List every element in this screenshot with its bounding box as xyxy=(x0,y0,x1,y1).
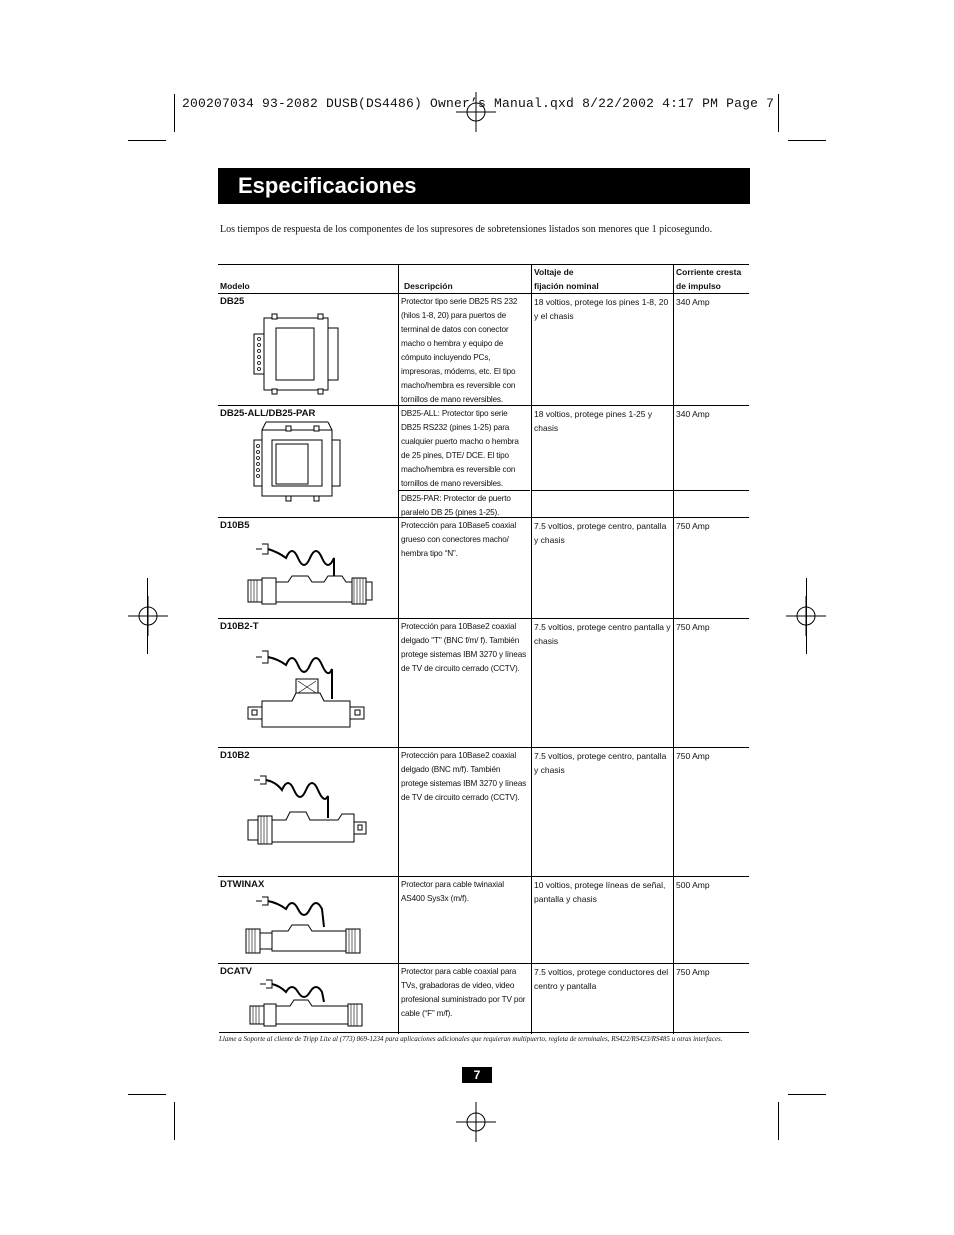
spec-table xyxy=(218,264,749,1034)
voltage: 7.5 voltios, protege centro, pantalla y chasis xyxy=(531,748,673,876)
intro-paragraph: Los tiempos de respuesta de los componentes de los supresores de sobretensiones listados son menores que 1 picosegundo. xyxy=(220,224,713,235)
description: Protector para cable twinaxial AS400 Sys3x (m/f). xyxy=(398,877,530,963)
header-current-1: Corriente cresta xyxy=(676,267,742,277)
header-voltage-2: fijación nominal xyxy=(534,281,599,291)
voltage: 7.5 voltios, protege centro, pantalla y chasis xyxy=(531,518,673,618)
current: 340 Amp xyxy=(673,294,749,405)
header-current-2: de impulso xyxy=(676,281,721,291)
voltage: 10 voltios, protege líneas de señal, pantalla y chasis xyxy=(531,877,673,963)
table-row xyxy=(218,405,749,517)
header-description: Descripción xyxy=(404,281,453,291)
current: 750 Amp xyxy=(673,518,749,618)
table-row xyxy=(218,876,749,963)
current: 500 Amp xyxy=(673,877,749,963)
table-row xyxy=(218,747,749,876)
table-row xyxy=(218,963,749,1034)
model-name: DB25-ALL/DB25-PAR xyxy=(220,408,316,419)
dtwinax-connector-illustration xyxy=(242,891,382,959)
model-name: D10B2 xyxy=(220,750,250,761)
current: 750 Amp xyxy=(673,964,749,1034)
d10b2-coax-illustration xyxy=(242,768,382,848)
table-header xyxy=(218,264,749,293)
current: 750 Amp xyxy=(673,619,749,747)
voltage: 7.5 voltios, protege conductores del centro y pantalla xyxy=(531,964,673,1034)
registration-mark-top xyxy=(456,92,496,132)
description: Protección para 10Base5 coaxial grueso con conectores macho/ hembra tipo “N”. xyxy=(398,518,530,618)
db25-all-connector-illustration xyxy=(242,420,354,506)
registration-mark-left xyxy=(128,596,168,636)
registration-mark-right xyxy=(786,596,826,636)
d10b2-t-coax-illustration xyxy=(242,639,382,739)
model-name: DCATV xyxy=(220,966,253,977)
db25-connector-illustration xyxy=(242,312,354,396)
voltage: 7.5 voltios, protege centro pantalla y chasis xyxy=(531,619,673,747)
page-number: 7 xyxy=(462,1067,492,1083)
description: Protección para 10Base2 coaxial delgado "T" (BNC f/m/ f). También protege sistemas IBM 3270 y líneas de TV de circuito cerrado (CCTV). xyxy=(398,619,530,747)
voltage: 18 voltios, protege pines 1-25 y chasis xyxy=(532,406,673,491)
footnote: Llame a Soporte al cliente de Tripp Lite al (773) 869-1234 para aplicaciones adicionales que requieran multipuerto, regleta de terminales, RS422/RS423/RS485 u otras interfaces. xyxy=(219,1032,749,1044)
page-title: Especificaciones xyxy=(218,168,750,204)
model-name: DB25 xyxy=(220,296,245,307)
model-name: D10B2-T xyxy=(220,621,259,632)
model-name: DTWINAX xyxy=(220,879,265,890)
model-name: D10B5 xyxy=(220,520,250,531)
current: 750 Amp xyxy=(673,748,749,876)
description: Protector tipo serie DB25 RS 232 (hilos 1-8, 20) para puertos de terminal de datos con conector macho o hembra y equipo de cómputo incluyendo PCs, impresoras, módems, etc. El tipo macho/hembra es reversible con tornillos de mano reversibles. xyxy=(398,294,530,405)
dcatv-connector-illustration xyxy=(242,978,382,1028)
current: 340 Amp xyxy=(674,406,749,491)
header-model: Modelo xyxy=(220,281,250,291)
description: DB25-ALL: Protector tipo serie DB25 RS232 (pines 1-25) para cualquier puerto macho o hembra de 25 pines, DTE/ DCE. El tipo macho/hembra es reversible con tornillos de mano reversibles. xyxy=(399,406,530,491)
description: Protector para cable coaxial para TVs, grabadoras de video, video profesional suministrado por TV por cable (“F” m/f). xyxy=(398,964,530,1034)
table-row xyxy=(218,618,749,747)
d10b5-coax-illustration xyxy=(242,534,382,608)
file-slug: 200207034 93-2082 DUSB(DS4486) Owner’s Manual.qxd 8/22/2002 4:17 PM Page 7 xyxy=(182,96,775,111)
description: Protección para 10Base2 coaxial delgado (BNC m/f). También protege sistemas IBM 3270 y líneas de TV de circuito cerrado (CCTV). xyxy=(398,748,530,876)
voltage: 18 voltios, protege los pines 1-8, 20 y el chasis xyxy=(531,294,673,405)
table-row xyxy=(218,293,749,405)
registration-mark-bottom xyxy=(456,1102,496,1142)
header-voltage-1: Voltaje de xyxy=(534,267,574,277)
description-secondary: DB25-PAR: Protector de puerto paralelo DB 25 (pines 1-25). xyxy=(401,494,511,517)
table-row xyxy=(218,517,749,618)
